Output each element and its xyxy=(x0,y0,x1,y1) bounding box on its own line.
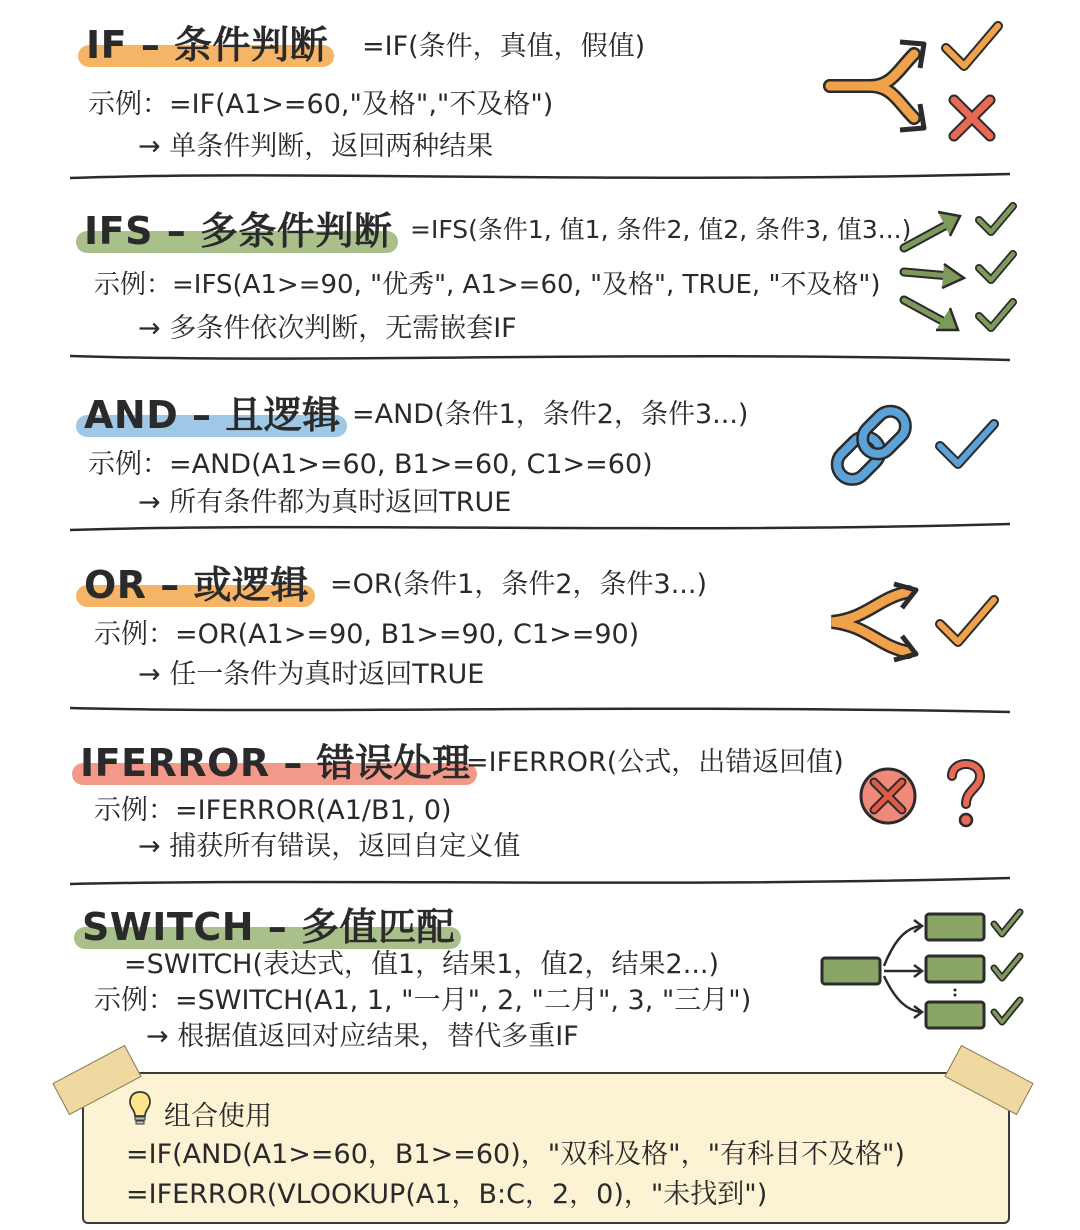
tip-heading: 组合使用 xyxy=(164,1101,272,1132)
example-text: 示例：=IF(A1>=60,"及格","不及格") xyxy=(88,89,554,120)
example-text: 示例：=IFERROR(A1/B1, 0) xyxy=(94,795,452,826)
cross-icon xyxy=(946,92,998,144)
section-iferror xyxy=(0,720,1080,876)
section-divider xyxy=(0,700,1080,720)
note-text: → 根据值返回对应结果，替代多重IF xyxy=(146,1021,579,1052)
check-icon xyxy=(974,296,1018,336)
section-title-wrap xyxy=(86,14,328,69)
chain-link-icon xyxy=(824,400,920,492)
note-text: → 捕获所有错误，返回自定义值 xyxy=(138,831,521,862)
check-icon xyxy=(934,416,1000,472)
check-icon xyxy=(974,200,1018,240)
error-circle-icon xyxy=(856,764,920,828)
tip-box xyxy=(82,1072,1010,1224)
section-title: SWITCH – 多值匹配 xyxy=(82,905,455,949)
check-icon xyxy=(940,18,1004,74)
syntax-text: =OR(条件1，条件2，条件3...) xyxy=(330,569,707,600)
syntax-text: =IFERROR(公式，出错返回值) xyxy=(466,747,844,778)
example-text: 示例：=IFS(A1>=90, "优秀", A1>=60, "及格", TRUE, "不及格") xyxy=(94,270,881,300)
example-text: 示例：=SWITCH(A1, 1, "一月", 2, "二月", 3, "三月") xyxy=(94,985,752,1016)
section-switch xyxy=(0,890,1080,1060)
section-title: IF – 条件判断 xyxy=(86,23,329,67)
question-mark-icon xyxy=(944,756,988,832)
section-title-wrap xyxy=(84,384,341,439)
note-text: → 单条件判断，返回两种结果 xyxy=(138,131,494,162)
example-text: 示例：=OR(A1>=90, B1>=90, C1>=90) xyxy=(94,619,640,650)
section-or xyxy=(0,540,1080,700)
section-title-wrap xyxy=(80,732,471,787)
multi-arrows-icon xyxy=(898,200,968,336)
section-divider xyxy=(0,166,1080,186)
section-title: IFS – 多条件判断 xyxy=(84,209,393,253)
syntax-text: =AND(条件1，条件2，条件3...) xyxy=(352,399,749,430)
section-divider xyxy=(0,872,1080,892)
section-title-wrap xyxy=(84,200,392,255)
syntax-text: =SWITCH(表达式，值1，结果1，值2，结果2...) xyxy=(124,949,720,980)
note-text: → 任一条件为真时返回TRUE xyxy=(138,659,485,690)
tip-line-2: =IFERROR(VLOOKUP(A1，B:C，2，0)，"未找到") xyxy=(126,1179,768,1210)
tip-line-1: =IF(AND(A1>=60，B1>=60)，"双科及格"，"有科目不及格") xyxy=(126,1139,905,1170)
note-text: → 所有条件都为真时返回TRUE xyxy=(138,487,512,518)
check-icon xyxy=(974,248,1018,288)
section-ifs xyxy=(0,186,1080,358)
syntax-text: =IFS(条件1, 值1, 条件2, 值2, 条件3, 值3...) xyxy=(410,215,912,244)
lightbulb-icon xyxy=(126,1090,154,1126)
section-title-wrap xyxy=(84,554,309,609)
section-title: IFERROR – 错误处理 xyxy=(80,741,471,785)
section-divider xyxy=(0,348,1080,368)
section-title: OR – 或逻辑 xyxy=(84,563,310,607)
section-divider xyxy=(0,518,1080,538)
section-and xyxy=(0,368,1080,526)
switch-diagram-icon xyxy=(816,906,1026,1036)
syntax-text: =IF(条件，真值，假值) xyxy=(362,31,646,62)
note-text: → 多条件依次判断，无需嵌套IF xyxy=(138,313,517,344)
section-if xyxy=(0,0,1080,180)
example-text: 示例：=AND(A1>=60, B1>=60, C1>=60) xyxy=(88,449,653,480)
section-title: AND – 且逻辑 xyxy=(84,393,341,437)
check-icon xyxy=(934,592,1000,650)
merge-arrows-icon xyxy=(818,580,928,664)
section-title-wrap xyxy=(82,896,455,951)
